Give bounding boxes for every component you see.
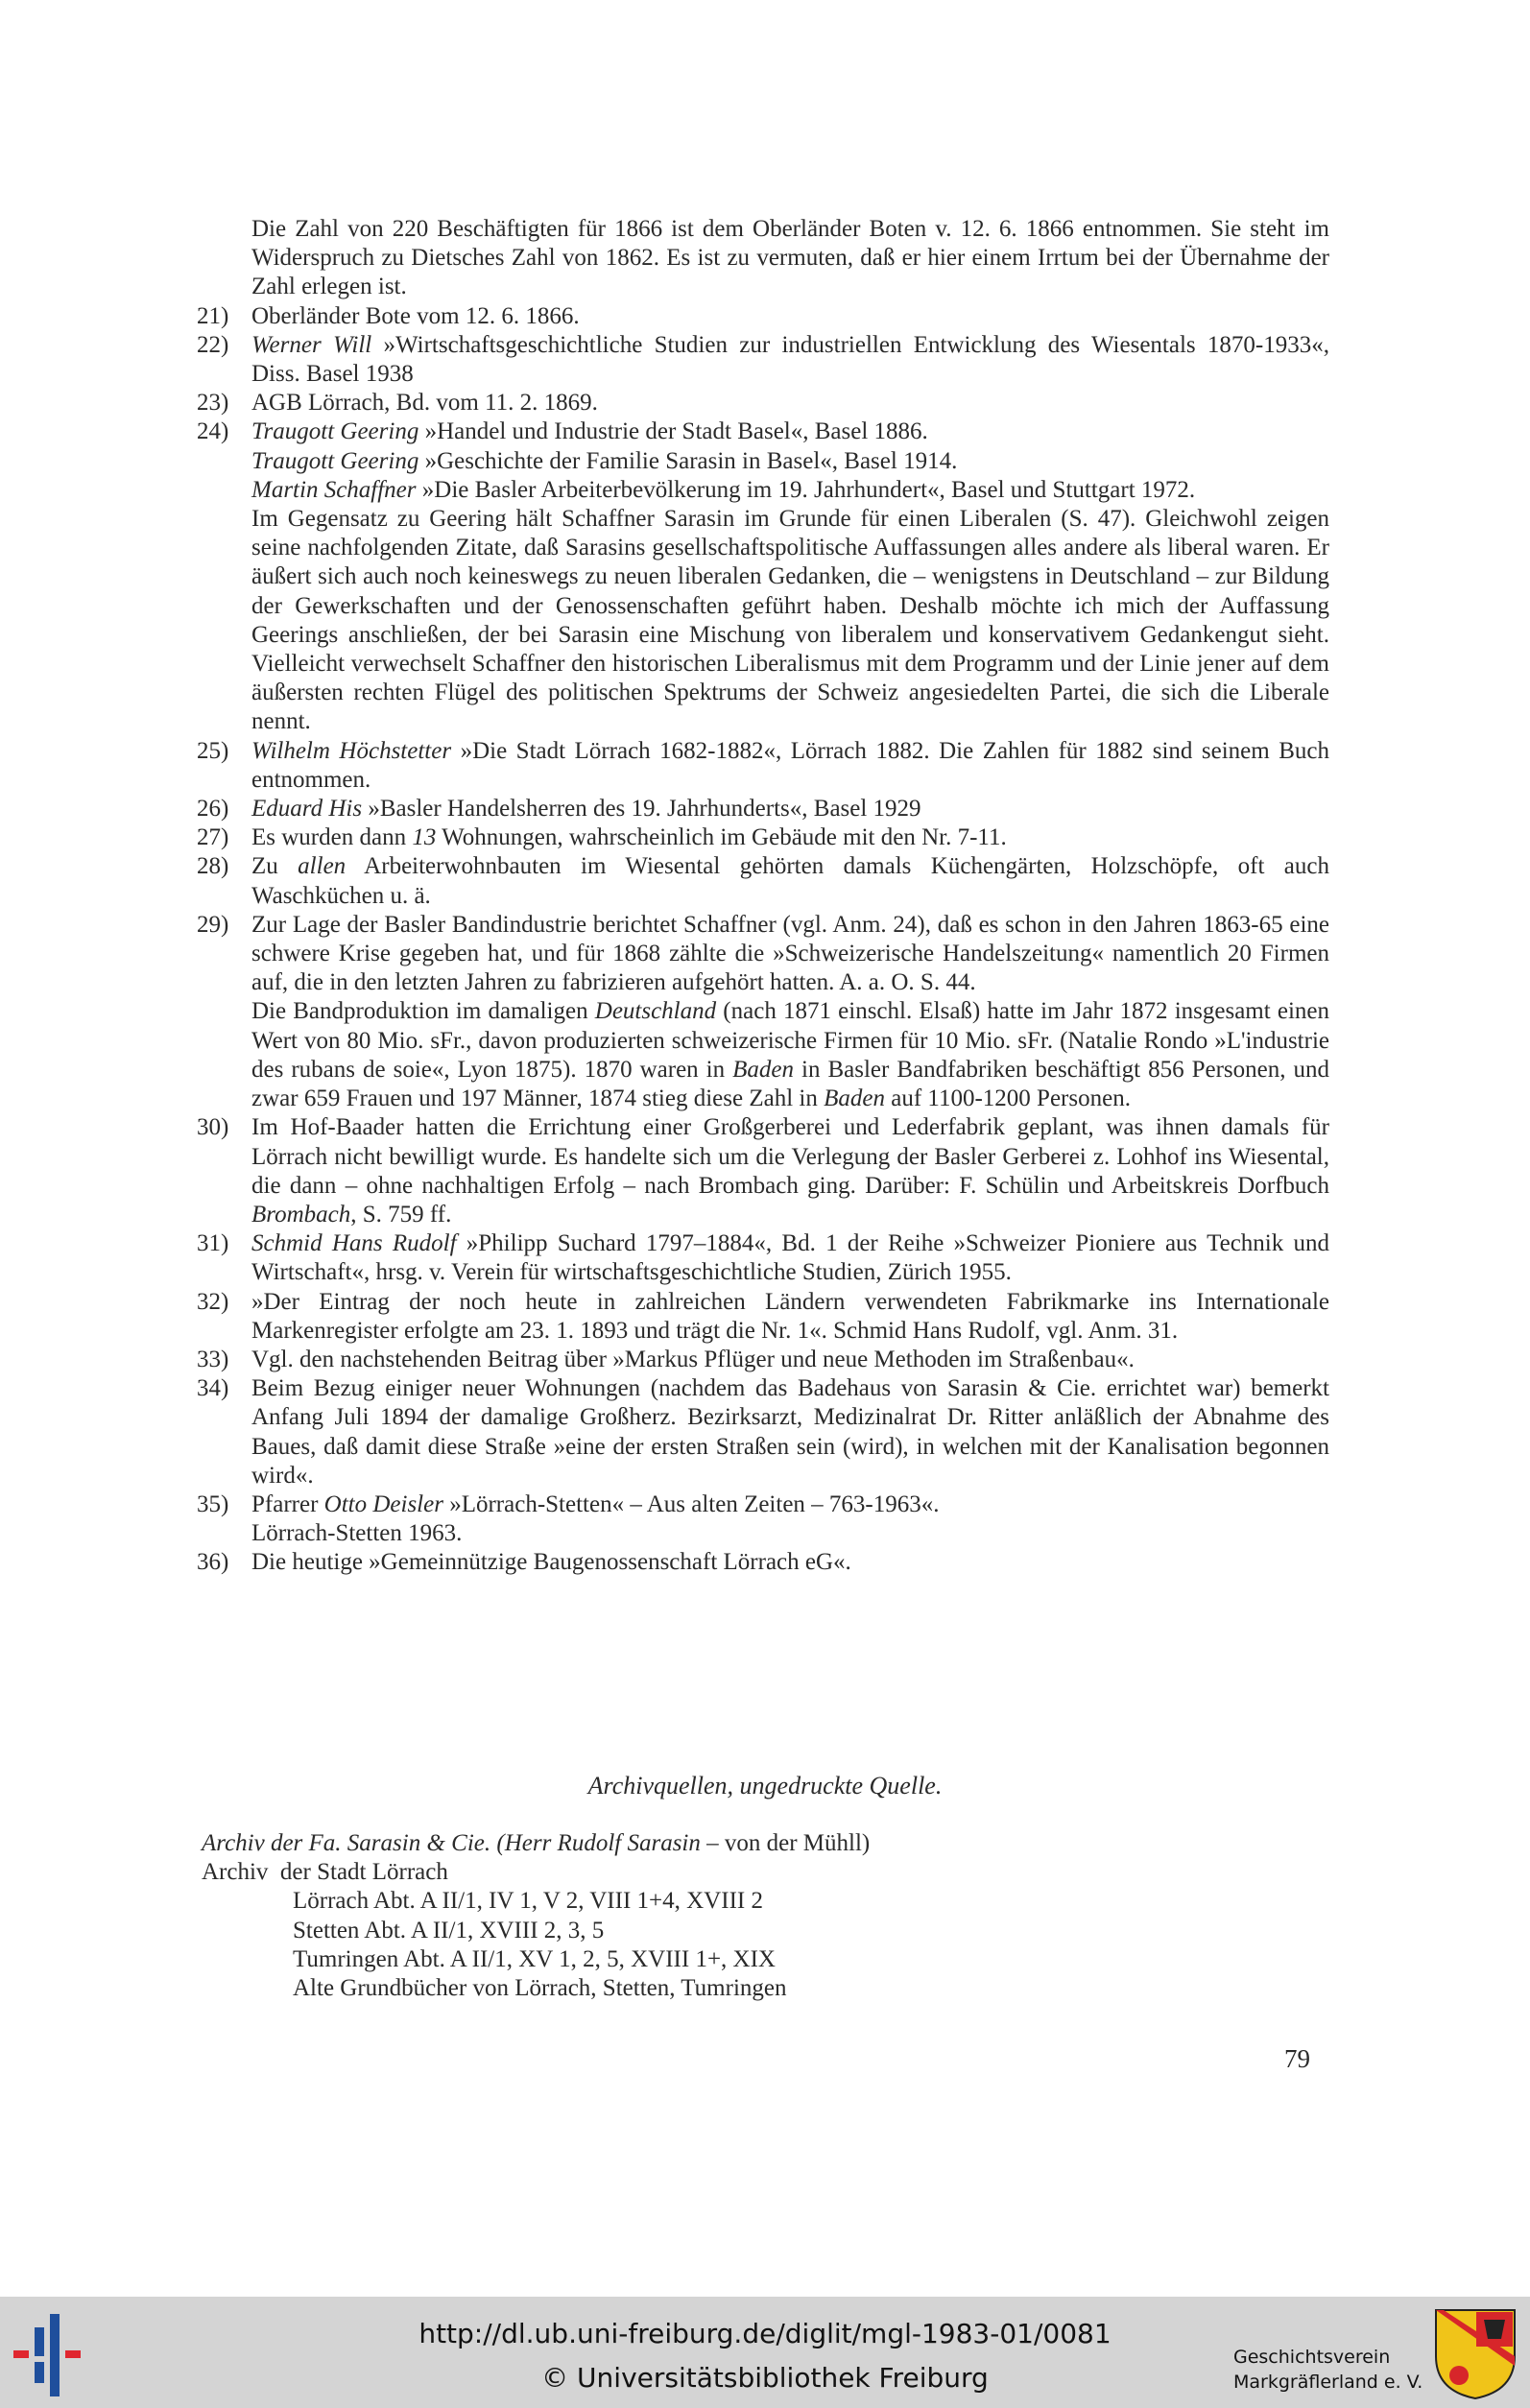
endnote-paragraph xyxy=(251,1519,1329,1548)
endnote-number: 21) xyxy=(197,302,229,329)
endnote-number: 23) xyxy=(197,390,229,417)
note-italic-text: 13 xyxy=(412,824,437,851)
archive-sources xyxy=(202,1829,870,2003)
endnote-paragraph xyxy=(251,1374,1329,1490)
endnote-body xyxy=(251,389,1329,417)
archive-subline: Stetten Abt. A II/1, XVIII 2, 3, 5 xyxy=(293,1917,605,1943)
note-text-segment: »Der Eintrag der noch heute in zahlreichen Ländern verwendeten Fabrikmarke ins Internationale Markenregister erfolgte am 23. 1. 1893 und trägt die Nr. 1«. Schmid Hans Rudolf, vgl. Anm. 31. xyxy=(251,1288,1329,1344)
note-italic-text: Deutschland xyxy=(594,998,717,1025)
endnote-body xyxy=(251,1374,1329,1490)
note-text-segment: Die heutige »Gemeinnützige Baugenossenschaft Lörrach eG«. xyxy=(251,1549,851,1576)
note-italic-text: Werner Will xyxy=(251,331,372,358)
endnote xyxy=(197,417,1329,736)
endnote-paragraph xyxy=(251,911,1329,998)
note-italic-text: Brombach xyxy=(251,1201,351,1228)
endnote-paragraph xyxy=(251,1288,1329,1346)
footer-bar xyxy=(0,2297,1530,2408)
endnote-paragraph xyxy=(251,1229,1329,1287)
note-text-segment: AGB Lörrach, Bd. vom 11. 2. 1869. xyxy=(251,390,598,417)
note-text-segment: Im Gegensatz zu Geering hält Schaffner Sarasin im Grunde für einen Liberalen (S. 47). Gleichwohl zeigen seine nachfolgenden Zitate, daß Sarasins gesellschaftspolitische Auffassungen alles andere als liberal waren. Er äußert sich auch noch keineswegs zu neuen liberalen Gedanken, die – wenigstens in Deutschland – zur Bildung der Gewerkschaften und der Genossenschaften geführt haben. Deshalb möchte ich mich der Auffassung Geerings anschließen, der bei Sarasin eine Mischung von liberalem und konservativem Gedankengut sieht. Vielleicht verwechselt Schaffner den historischen Liberalismus mit dem Programm und der Linie jener auf dem äußersten rechten Flügel des politischen Spektrums der Schweiz angesiedelten Partei, die sich die Liberale nennt. xyxy=(251,506,1329,735)
endnote-body xyxy=(251,302,1329,331)
footer-copyright: © Universitätsbibliothek Freiburg xyxy=(541,2362,989,2394)
note-italic-text: Baden xyxy=(732,1056,795,1083)
note-italic-text: Martin Schaffner xyxy=(251,476,417,503)
note-text-segment: Oberländer Bote vom 12. 6. 1866. xyxy=(251,302,580,329)
note-italic-text: Traugott Geering xyxy=(251,418,419,445)
endnote-body xyxy=(251,1229,1329,1287)
endnote xyxy=(197,1288,1329,1346)
endnote-body xyxy=(251,911,1329,1113)
endnote-body xyxy=(251,1288,1329,1346)
note-text-segment: Zu xyxy=(251,853,299,880)
endnote-body xyxy=(251,417,1329,736)
endnote xyxy=(197,1490,1329,1548)
endnote-paragraph xyxy=(251,447,1329,476)
endnote-body xyxy=(251,1113,1329,1229)
endnote-paragraph xyxy=(251,331,1329,389)
note-text-segment: in Basler Bandfabriken beschäftigt 856 Personen, und zwar 659 Frauen und 197 Männer, 1874 stieg diese Zahl in xyxy=(251,1056,1330,1112)
endnote xyxy=(197,1548,1329,1577)
note-text-segment: »Basler Handelsherren des 19. Jahrhunderts«, Basel 1929 xyxy=(362,796,921,823)
endnote-paragraph xyxy=(251,389,1329,417)
archive-line-rest: – von der Mühll) xyxy=(700,1830,871,1856)
note-italic-text: Otto Deisler xyxy=(323,1490,443,1517)
note-text-segment: Pfarrer xyxy=(251,1490,324,1517)
endnote-paragraph xyxy=(251,476,1329,505)
note-text-segment: »Wirtschaftsgeschichtliche Studien zur industriellen Entwicklung des Wiesentals 1870-1933«, Diss. Basel 1938 xyxy=(251,331,1330,388)
note-text-segment: Es wurden dann xyxy=(251,824,413,851)
archive-subline: Alte Grundbücher von Lörrach, Stetten, Tumringen xyxy=(293,1975,787,2002)
endnote-body xyxy=(251,1490,1329,1548)
endnote-number: 24) xyxy=(197,418,229,445)
endnote xyxy=(197,389,1329,417)
endnote-number: 26) xyxy=(197,796,229,823)
endnote-paragraph xyxy=(251,1113,1329,1229)
endnote-body xyxy=(251,795,1329,823)
note-continuation xyxy=(197,215,1329,302)
page-number: 79 xyxy=(1284,2044,1310,2073)
archive-line-italic: Archiv der Fa. Sarasin & Cie. (Herr Rudolf Sarasin xyxy=(202,1830,701,1856)
endnote-body xyxy=(251,1346,1329,1374)
endnote xyxy=(197,331,1329,389)
note-text-segment: Die Bandproduktion im damaligen xyxy=(251,998,595,1025)
note-text-segment: Wohnungen, wahrscheinlich im Gebäude mit den Nr. 7-11. xyxy=(436,824,1007,851)
endnote-number: 29) xyxy=(197,911,229,938)
endnotes xyxy=(197,215,1329,1578)
endnote-body xyxy=(251,1548,1329,1577)
archive-subline: Lörrach Abt. A II/1, IV 1, V 2, VIII 1+4, XVIII 2 xyxy=(293,1888,763,1915)
note-text-segment: »Lörrach-Stetten« – Aus alten Zeiten – 763-1963«. xyxy=(442,1490,940,1517)
endnote-paragraph xyxy=(251,737,1329,795)
note-text-segment: Im Hof-Baader hatten die Errichtung einer Großgerberei und Lederfabrik geplant, was ihnen damals für Lörrach nicht bewilligt wurde. Es handelte sich um die Verlegung der Basler Gerberei z. Lohhof ins Wiesental, die dann – ohne nachhaltigen Erfolg – nach Brombach ging. Darüber: F. Schülin und Arbeitskreis Dorfbuch xyxy=(251,1114,1329,1199)
endnote-number: 25) xyxy=(197,737,229,764)
note-italic-text: Baden xyxy=(824,1085,885,1112)
endnote-body xyxy=(251,852,1329,910)
archive-line: Archiv der Stadt Lörrach xyxy=(202,1859,448,1886)
endnote-paragraph xyxy=(251,505,1329,737)
note-text-segment: Lörrach-Stetten 1963. xyxy=(251,1520,463,1547)
endnote xyxy=(197,1113,1329,1229)
endnote-number: 35) xyxy=(197,1490,229,1517)
endnote-paragraph xyxy=(251,823,1329,852)
endnote xyxy=(197,1229,1329,1287)
endnote xyxy=(197,911,1329,1113)
endnote-number: 34) xyxy=(197,1375,229,1402)
note-text-segment: Vgl. den nachstehenden Beitrag über »Markus Pflüger und neue Methoden im Straßenbau«. xyxy=(251,1346,1135,1372)
note-text-segment: Zur Lage der Basler Bandindustrie berichtet Schaffner (vgl. Anm. 24), daß es schon in den Jahren 1863-65 eine schwere Krise gegeben hat, und für 1868 zählte die »Schweizerische Handelszeitung« namentlich 20 Firmen auf, die in den letzten Jahren zu fabrizieren aufgehört hatten. A. a. O. S. 44. xyxy=(251,911,1329,996)
note-italic-text: Schmid Hans Rudolf xyxy=(251,1230,457,1257)
note-text-segment: »Handel und Industrie der Stadt Basel«, Basel 1886. xyxy=(418,418,928,445)
note-text-segment: »Die Stadt Lörrach 1682-1882«, Lörrach 1882. Die Zahlen für 1882 sind seinem Buch entnommen. xyxy=(251,737,1329,793)
society-name xyxy=(1233,2345,1422,2395)
footer-url-link[interactable]: http://dl.ub.uni-freiburg.de/diglit/mgl-1983-01/0081 xyxy=(418,2318,1112,2349)
endnote xyxy=(197,302,1329,331)
note-italic-text: Wilhelm Höchstetter xyxy=(251,737,452,764)
note-text-segment: »Philipp Suchard 1797–1884«, Bd. 1 der Reihe »Schweizer Pioniere aus Technik und Wirtschaft«, hrsg. v. Verein für wirtschaftsgeschichtliche Studien, Zürich 1955. xyxy=(251,1230,1329,1286)
note-text-segment: »Die Basler Arbeiterbevölkerung im 19. Jahrhundert«, Basel und Stuttgart 1972. xyxy=(416,476,1196,503)
note-text-segment: Beim Bezug einiger neuer Wohnungen (nachdem das Badehaus von Sarasin & Cie. errichtet war) bemerkt Anfang Juli 1894 der damalige Großherz. Bezirksarzt, Medizinalrat Dr. Ritter anläßlich der Abnahme des Baues, daß damit diese Straße »eine der ersten Straßen sein (wird), in welchen mit der Kanalisation begonnen wird«. xyxy=(251,1375,1329,1489)
note-text-segment: »Geschichte der Familie Sarasin in Basel«, Basel 1914. xyxy=(418,447,958,474)
endnote-number: 27) xyxy=(197,824,229,851)
endnote-body xyxy=(251,823,1329,852)
society-line: Geschichtsverein xyxy=(1233,2347,1391,2368)
endnote-number: 31) xyxy=(197,1230,229,1257)
endnote-paragraph xyxy=(251,302,1329,331)
endnote-number: 33) xyxy=(197,1346,229,1372)
society-line: Markgräflerland e. V. xyxy=(1233,2372,1423,2393)
archive-subline: Tumringen Abt. A II/1, XV 1, 2, 5, XVIII 1+, XIX xyxy=(293,1945,776,1972)
endnote-paragraph xyxy=(251,852,1329,910)
note-text-segment: (nach 1871 einschl. Elsaß) hatte im Jahr 1872 insgesamt einen Wert von 80 Mio. sFr., davon produzierten schweizerische Firmen für 10 Mio. sFr. (Natalie Rondo »L'industrie des rubans de soie«, Lyon 1875). 1870 waren in xyxy=(251,998,1329,1083)
note-text-segment: , S. 759 ff. xyxy=(350,1201,452,1228)
archive-line xyxy=(202,1829,870,1858)
endnote xyxy=(197,823,1329,852)
endnote-paragraph xyxy=(251,1490,1329,1519)
endnote-paragraph xyxy=(251,997,1329,1113)
endnote-paragraph xyxy=(251,417,1329,446)
endnote xyxy=(197,795,1329,823)
endnote-number: 36) xyxy=(197,1549,229,1576)
endnote-number: 28) xyxy=(197,853,229,880)
note-text-segment: auf 1100-1200 Personen. xyxy=(884,1085,1131,1112)
note-italic-text: Eduard His xyxy=(251,796,363,823)
endnote xyxy=(197,1346,1329,1374)
endnote-number: 30) xyxy=(197,1114,229,1141)
endnote-number: 22) xyxy=(197,331,229,358)
coat-of-arms-icon xyxy=(1434,2308,1517,2400)
note-text: Die Zahl von 220 Beschäftigten für 1866 ist dem Oberländer Boten v. 12. 6. 1866 entnommen. Sie steht im Widerspruch zu Dietsches Zahl von 1862. Es ist zu vermuten, daß er hier einem Irrtum bei der Übernahme der Zahl erlegen ist. xyxy=(251,216,1329,300)
endnote-paragraph xyxy=(251,1346,1329,1374)
endnote-paragraph xyxy=(251,795,1329,823)
endnote xyxy=(197,1374,1329,1490)
note-text-segment: Arbeiterwohnbauten im Wiesental gehörten damals Küchengärten, Holzschöpfe, oft auch Waschküchen u. ä. xyxy=(251,853,1329,909)
archive-heading: Archivquellen, ungedruckte Quelle. xyxy=(587,1772,943,1800)
endnote-paragraph xyxy=(251,1548,1329,1577)
note-italic-text: Traugott Geering xyxy=(251,447,419,474)
note-italic-text: allen xyxy=(298,853,347,880)
endnote xyxy=(197,852,1329,910)
endnote xyxy=(197,737,1329,795)
endnote-body xyxy=(251,331,1329,389)
endnote-number: 32) xyxy=(197,1288,229,1315)
endnote-body xyxy=(251,737,1329,795)
